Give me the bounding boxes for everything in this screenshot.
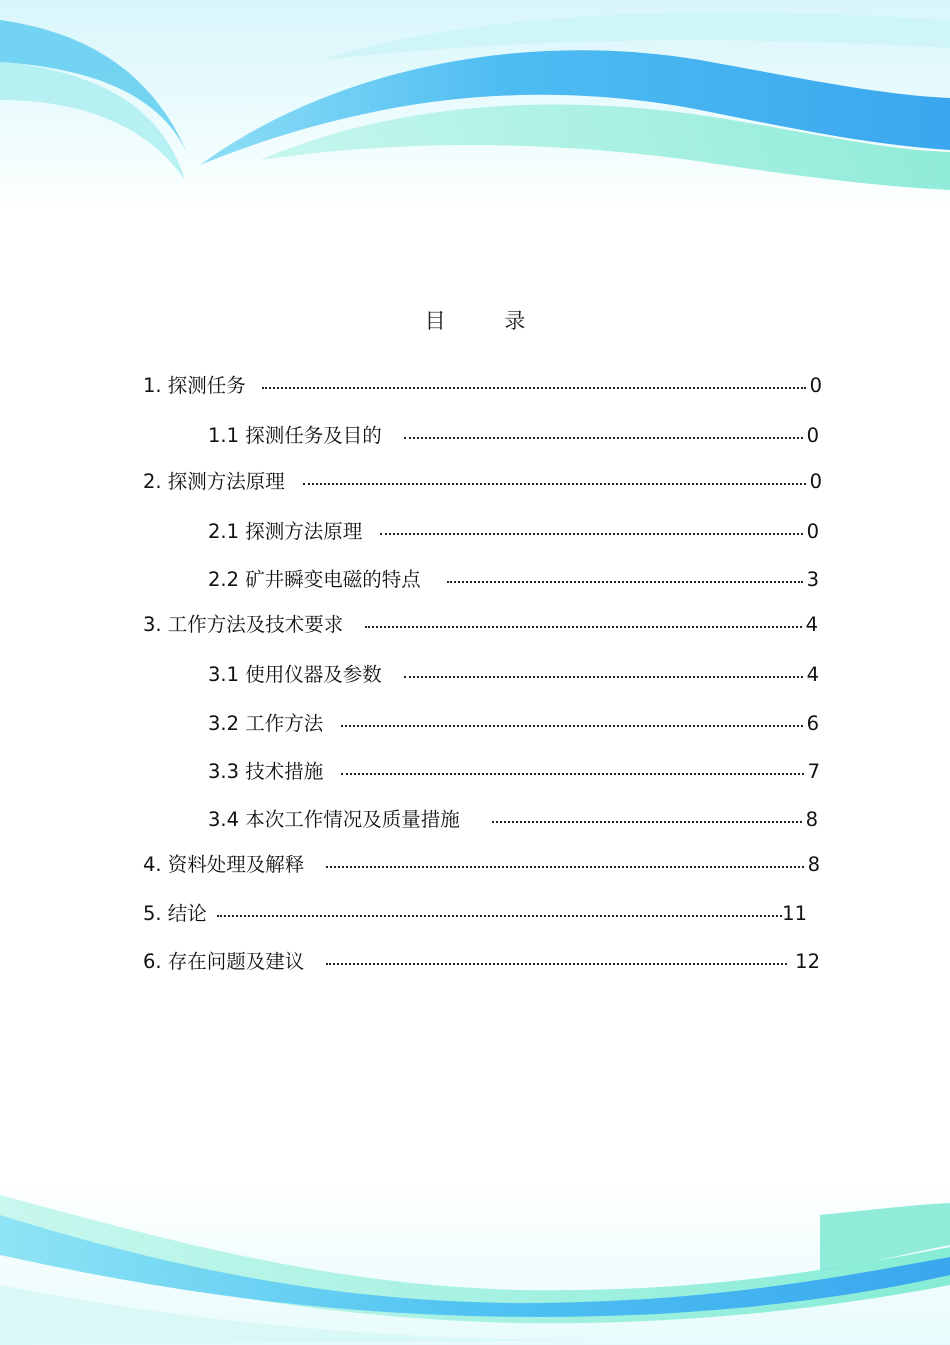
toc-entry-label: 1. 探测任务 — [143, 374, 246, 397]
toc-entry-label: 3.3 技术措施 — [208, 760, 324, 783]
toc-entry[interactable] — [208, 659, 819, 687]
toc-entry[interactable] — [143, 946, 820, 974]
toc-entry[interactable] — [208, 804, 818, 832]
toc-title: 目 录 — [424, 309, 552, 333]
toc-entry-page: 8 — [805, 808, 818, 831]
toc-entry-page: 7 — [807, 760, 820, 783]
toc-entry-page: 3 — [806, 568, 819, 591]
toc-entry-page: 0 — [809, 374, 822, 397]
toc-dot-leader — [447, 564, 803, 586]
toc-dot-leader — [341, 756, 803, 778]
toc-entry-page: 11 — [782, 902, 807, 925]
toc-entry[interactable] — [143, 466, 822, 494]
toc-dot-leader — [262, 370, 806, 392]
toc-entry[interactable] — [208, 708, 819, 736]
toc-entry[interactable] — [208, 756, 820, 784]
toc-entry-page: 0 — [806, 424, 819, 447]
toc-dot-leader — [404, 420, 803, 442]
toc-entry-label: 5. 结论 — [143, 902, 207, 925]
toc-entry-page: 0 — [809, 470, 822, 493]
toc-entry-label: 4. 资料处理及解释 — [143, 853, 305, 876]
toc-dot-leader — [326, 849, 803, 871]
toc-dot-leader — [341, 708, 802, 730]
toc-entry-label: 6. 存在问题及建议 — [143, 950, 305, 973]
toc-dot-leader — [303, 466, 806, 488]
toc-entry-page: 8 — [807, 853, 820, 876]
toc-entry[interactable] — [208, 420, 819, 448]
toc-entry-page: 4 — [805, 613, 818, 636]
toc-entry-label: 3. 工作方法及技术要求 — [143, 613, 344, 636]
toc-dot-leader — [492, 804, 802, 826]
toc-entry-page: 12 — [795, 950, 820, 973]
toc-entry[interactable] — [208, 516, 819, 544]
toc-entry-page: 6 — [806, 712, 819, 735]
toc-entry-label: 3.4 本次工作情况及质量措施 — [208, 808, 460, 831]
toc-entry-label: 3.2 工作方法 — [208, 712, 324, 735]
toc-entry-page: 0 — [806, 520, 819, 543]
toc-entry-label: 3.1 使用仪器及参数 — [208, 663, 382, 686]
toc-dot-leader — [380, 516, 802, 538]
toc-entry[interactable] — [143, 370, 822, 398]
toc-dot-leader — [404, 659, 803, 681]
toc-entry-label: 2.2 矿井瞬变电磁的特点 — [208, 568, 421, 591]
toc-entry[interactable] — [143, 609, 818, 637]
toc-dot-leader — [217, 898, 782, 920]
toc-dot-leader — [326, 946, 787, 968]
toc-entry[interactable] — [208, 564, 819, 592]
toc-entry-label: 1.1 探测任务及目的 — [208, 424, 382, 447]
toc-entry-page: 4 — [806, 663, 819, 686]
toc-entry[interactable] — [143, 849, 820, 877]
toc-entry[interactable] — [143, 898, 807, 926]
toc-entry-label: 2. 探测方法原理 — [143, 470, 285, 493]
toc-entry-label: 2.1 探测方法原理 — [208, 520, 363, 543]
toc-dot-leader — [365, 609, 801, 631]
